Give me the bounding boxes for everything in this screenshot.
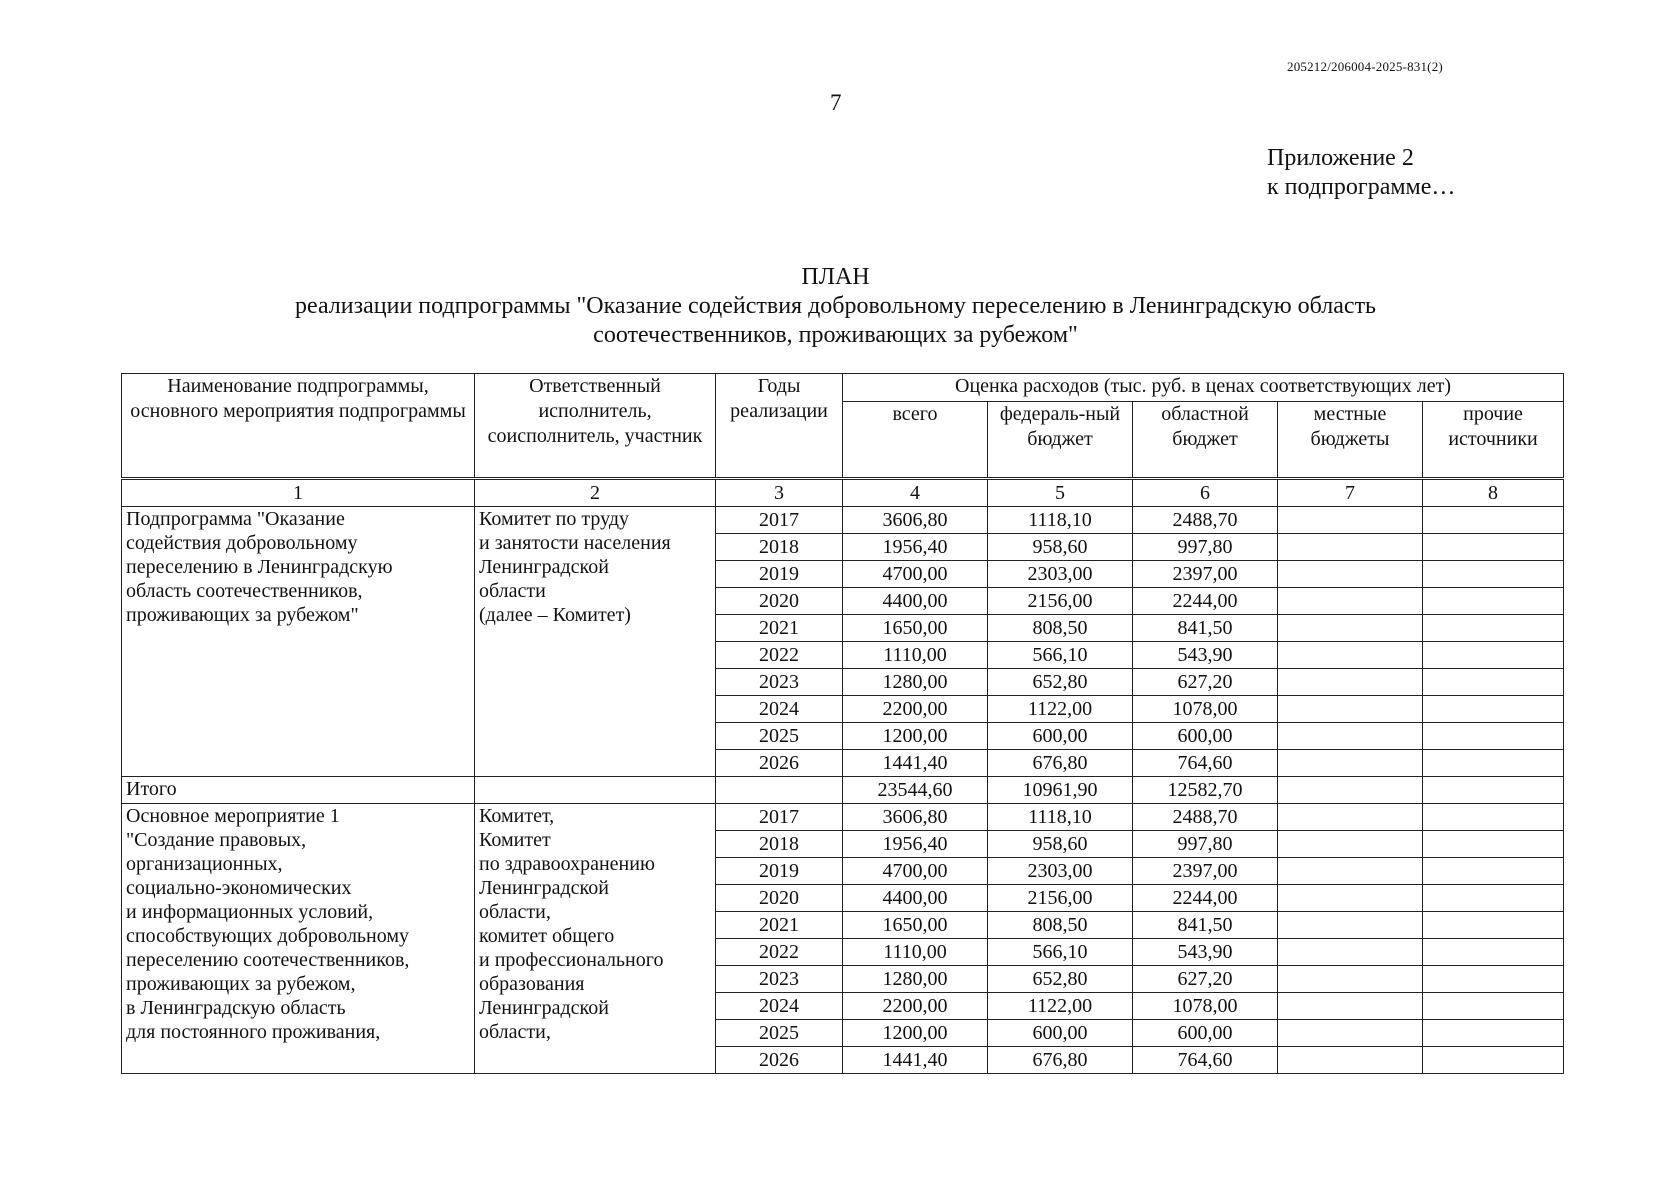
total-cell: 1650,00 [843,614,988,641]
year-cell: 2018 [716,534,843,561]
column-number: 2 [475,479,716,507]
appendix-line-2: к подпрограмме… [1267,174,1456,200]
column-number: 1 [122,479,475,507]
appendix-note [1267,144,1455,202]
measure-executor-line: Комитет [479,828,551,851]
local-cell [1278,614,1423,641]
total-cell: 2200,00 [843,992,988,1019]
appendix-line-1: Приложение 2 [1267,145,1414,171]
other-cell [1423,668,1564,695]
regional-cell: 2397,00 [1133,857,1278,884]
regional-cell: 2397,00 [1133,561,1278,588]
other-cell [1423,534,1564,561]
measure-executor-line: Комитет, [479,804,555,827]
regional-cell: 841,50 [1133,614,1278,641]
year-cell: 2024 [716,695,843,722]
other-cell [1423,1046,1564,1073]
other-cell [1423,857,1564,884]
total-cell: 1956,40 [843,534,988,561]
measure-name-line: "Создание правовых, [126,828,307,851]
regional-cell: 543,90 [1133,641,1278,668]
local-cell [1278,830,1423,857]
total-cell: 1280,00 [843,668,988,695]
federal-cell: 676,80 [988,1046,1133,1073]
local-cell [1278,587,1423,614]
local-cell [1278,857,1423,884]
total-cell: 4400,00 [843,587,988,614]
column-number: 6 [1133,479,1278,507]
regional-cell: 627,20 [1133,668,1278,695]
grand-federal-cell: 10961,90 [988,776,1133,803]
total-year-cell [716,776,843,803]
grand-regional-cell: 12582,70 [1133,776,1278,803]
measure-executor-line: области, [479,1020,551,1043]
measure-name-line: организационных, [126,852,283,875]
other-cell [1423,561,1564,588]
header-local: местные бюджеты [1278,402,1423,479]
year-cell: 2019 [716,561,843,588]
column-number: 3 [716,479,843,507]
regional-cell: 997,80 [1133,534,1278,561]
regional-cell: 764,60 [1133,1046,1278,1073]
header-executor: Ответственный исполнитель, соисполнитель, участник [475,374,716,479]
year-cell: 2026 [716,749,843,776]
measure-name-line: способствующих добровольному [126,924,410,947]
subprogram-name-line: проживающих за рубежом" [126,604,359,627]
total-cell: 1110,00 [843,938,988,965]
measure-executor-line: по здравоохранению [479,852,655,875]
subprogram-executor-line: и занятости населения [479,532,671,555]
other-cell [1423,507,1564,534]
regional-cell: 2488,70 [1133,803,1278,830]
total-cell: 1441,40 [843,749,988,776]
year-cell: 2023 [716,965,843,992]
header-years: Годы реализации [716,374,843,479]
column-number: 4 [843,479,988,507]
year-cell: 2026 [716,1046,843,1073]
regional-cell: 543,90 [1133,938,1278,965]
measure-executor-line: образования [479,972,585,995]
document-id: 205212/206004-2025-831(2) [1287,59,1443,74]
header-total: всего [843,402,988,479]
header-name: Наименование подпрограммы, основного мероприятия подпрограммы [122,374,475,479]
federal-cell: 958,60 [988,534,1133,561]
total-cell: 3606,80 [843,507,988,534]
other-cell [1423,1019,1564,1046]
plan-table [121,373,1564,1074]
local-cell [1278,722,1423,749]
local-cell [1278,561,1423,588]
other-cell [1423,722,1564,749]
federal-cell: 1118,10 [988,507,1133,534]
regional-cell: 1078,00 [1133,695,1278,722]
federal-cell: 808,50 [988,911,1133,938]
measure-executor [475,803,716,1073]
local-cell [1278,1019,1423,1046]
federal-cell: 652,80 [988,668,1133,695]
measure-name [122,803,475,1073]
measure-name-line: Основное мероприятие 1 [126,804,340,827]
total-cell: 1650,00 [843,911,988,938]
other-cell [1423,938,1564,965]
federal-cell: 1118,10 [988,803,1133,830]
subprogram-name-line: область соотечественников, [126,580,363,603]
year-cell: 2020 [716,587,843,614]
total-cell: 3606,80 [843,803,988,830]
year-cell: 2019 [716,857,843,884]
other-cell [1423,587,1564,614]
year-cell: 2017 [716,803,843,830]
header-federal: федераль-ный бюджет [988,402,1133,479]
year-cell: 2025 [716,722,843,749]
federal-cell: 2303,00 [988,857,1133,884]
total-cell: 1200,00 [843,722,988,749]
subprogram-executor-line: Ленинградской [479,556,609,579]
regional-cell: 600,00 [1133,1019,1278,1046]
other-cell [1423,695,1564,722]
header-cost-group: Оценка расходов (тыс. руб. в ценах соответствующих лет) [843,374,1564,402]
title-line-1: реализации подпрограммы "Оказание содействия добровольному переселению в Ленинградскую область [295,293,1376,319]
subprogram-name-line: Подпрограмма "Оказание [126,508,345,531]
federal-cell: 600,00 [988,722,1133,749]
grand-other-cell [1423,776,1564,803]
federal-cell: 2303,00 [988,561,1133,588]
federal-cell: 808,50 [988,614,1133,641]
year-cell: 2018 [716,830,843,857]
other-cell [1423,992,1564,1019]
federal-cell: 1122,00 [988,695,1133,722]
document-title [0,263,1671,350]
title-main: ПЛАН [801,264,870,290]
local-cell [1278,534,1423,561]
total-row [122,776,1564,803]
subprogram-name-line: содействия добровольному [126,532,358,555]
page-number: 7 [830,90,842,115]
local-cell [1278,911,1423,938]
regional-cell: 2244,00 [1133,884,1278,911]
year-cell: 2022 [716,641,843,668]
year-cell: 2021 [716,911,843,938]
local-cell [1278,668,1423,695]
local-cell [1278,641,1423,668]
total-cell: 4400,00 [843,884,988,911]
regional-cell: 997,80 [1133,830,1278,857]
total-cell: 4700,00 [843,561,988,588]
table-row [122,803,1564,830]
column-number-row [122,479,1564,507]
title-line-2: соотечественников, проживающих за рубежом" [593,322,1078,348]
other-cell [1423,884,1564,911]
measure-name-line: проживающих за рубежом, [126,972,356,995]
total-label: Итого [122,776,475,803]
local-cell [1278,992,1423,1019]
local-cell [1278,803,1423,830]
local-cell [1278,938,1423,965]
other-cell [1423,614,1564,641]
federal-cell: 652,80 [988,965,1133,992]
other-cell [1423,965,1564,992]
regional-cell: 764,60 [1133,749,1278,776]
measure-executor-line: области, [479,900,551,923]
year-cell: 2023 [716,668,843,695]
year-cell: 2022 [716,938,843,965]
year-cell: 2020 [716,884,843,911]
total-cell: 2200,00 [843,695,988,722]
subprogram-executor-line: области [479,580,546,603]
subprogram-name-line: переселению в Ленинградскую [126,556,393,579]
year-cell: 2021 [716,614,843,641]
regional-cell: 2488,70 [1133,507,1278,534]
subprogram-executor-line: Комитет по труду [479,508,630,531]
federal-cell: 2156,00 [988,884,1133,911]
grand-local-cell [1278,776,1423,803]
total-cell: 1110,00 [843,641,988,668]
regional-cell: 841,50 [1133,911,1278,938]
total-cell: 4700,00 [843,857,988,884]
column-number: 5 [988,479,1133,507]
total-cell: 1280,00 [843,965,988,992]
measure-executor-line: Ленинградской [479,876,609,899]
other-cell [1423,830,1564,857]
local-cell [1278,884,1423,911]
local-cell [1278,507,1423,534]
local-cell [1278,1046,1423,1073]
measure-name-line: переселению соотечественников, [126,948,410,971]
regional-cell: 2244,00 [1133,587,1278,614]
measure-name-line: для постоянного проживания, [126,1020,381,1043]
column-number: 7 [1278,479,1423,507]
local-cell [1278,695,1423,722]
column-number: 8 [1423,479,1564,507]
federal-cell: 600,00 [988,1019,1133,1046]
federal-cell: 566,10 [988,641,1133,668]
header-regional: областной бюджет [1133,402,1278,479]
measure-name-line: и информационных условий, [126,900,374,923]
federal-cell: 676,80 [988,749,1133,776]
subprogram-executor [475,507,716,777]
other-cell [1423,911,1564,938]
regional-cell: 627,20 [1133,965,1278,992]
table-row [122,507,1564,534]
other-cell [1423,641,1564,668]
local-cell [1278,965,1423,992]
measure-name-line: социально-экономических [126,876,352,899]
federal-cell: 958,60 [988,830,1133,857]
header-other: прочие источники [1423,402,1564,479]
local-cell [1278,749,1423,776]
grand-total-cell: 23544,60 [843,776,988,803]
year-cell: 2025 [716,1019,843,1046]
measure-executor-line: Ленинградской [479,996,609,1019]
other-cell [1423,749,1564,776]
total-cell: 1200,00 [843,1019,988,1046]
total-cell: 1441,40 [843,1046,988,1073]
federal-cell: 1122,00 [988,992,1133,1019]
plan-table-body [122,479,1564,1074]
federal-cell: 2156,00 [988,587,1133,614]
subprogram-name [122,507,475,777]
other-cell [1423,803,1564,830]
measure-executor-line: и профессионального [479,948,664,971]
total-cell: 1956,40 [843,830,988,857]
federal-cell: 566,10 [988,938,1133,965]
subprogram-executor-line: (далее – Комитет) [479,604,631,627]
measure-executor-line: комитет общего [479,924,615,947]
year-cell: 2017 [716,507,843,534]
total-executor-cell [475,776,716,803]
regional-cell: 1078,00 [1133,992,1278,1019]
measure-name-line: в Ленинградскую область [126,996,346,1019]
year-cell: 2024 [716,992,843,1019]
regional-cell: 600,00 [1133,722,1278,749]
